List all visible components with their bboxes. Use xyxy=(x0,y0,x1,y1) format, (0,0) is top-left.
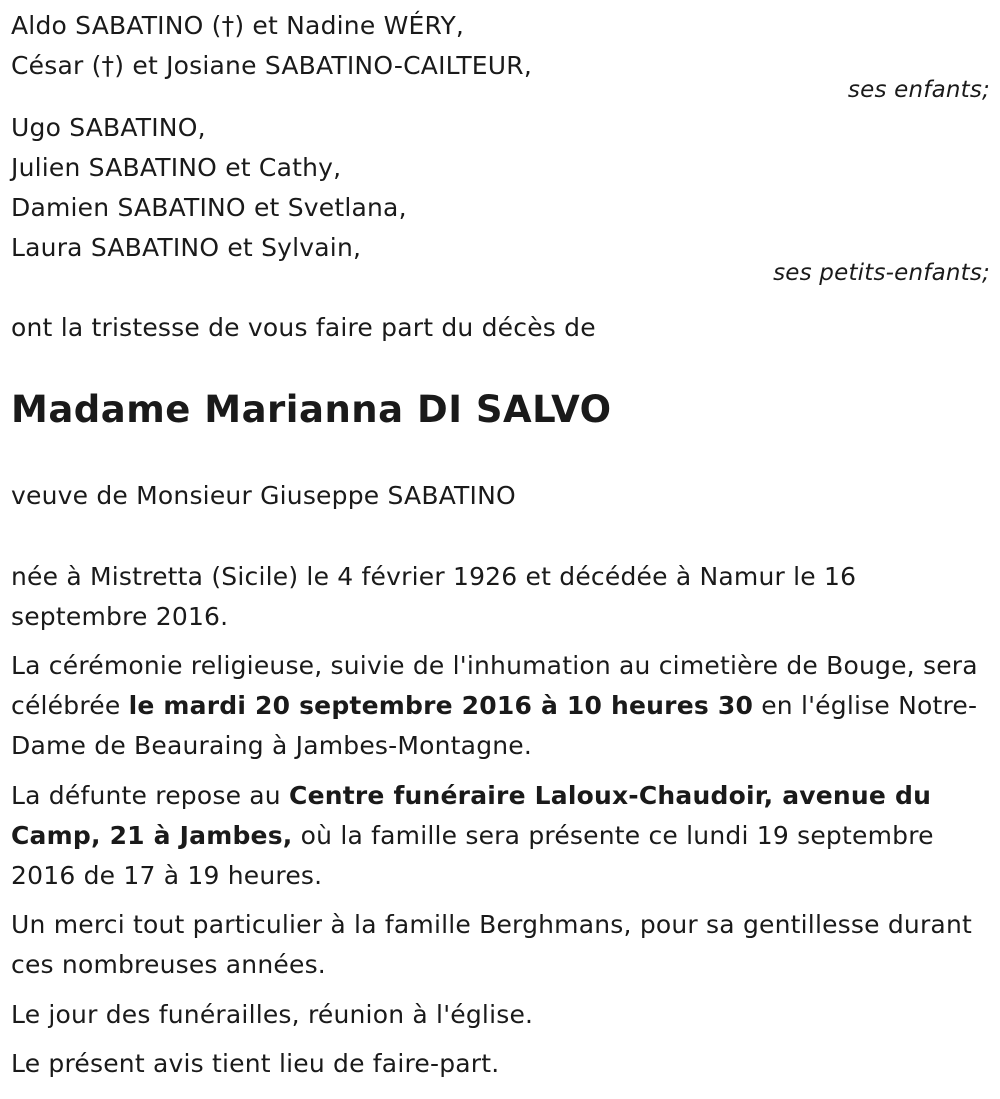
notice-paragraph: Le présent avis tient lieu de faire-part. xyxy=(11,1049,500,1078)
birth-death-paragraph: née à Mistretta (Sicile) le 4 février 1926 et décédée à Namur le 16 septembre 2016. xyxy=(11,562,857,631)
grandchild-line-2: Julien SABATINO et Cathy, xyxy=(11,153,342,182)
deceased-name: Madame Marianna DI SALVO xyxy=(11,388,612,431)
children-label: ses enfants; xyxy=(847,77,990,103)
grandchild-line-4: Laura SABATINO et Sylvain, xyxy=(11,233,362,262)
ceremony-text-after: en l'église Notre-Dame de Beauraing à Jambes-Montagne. xyxy=(11,691,978,760)
visitation-text-after: où la famille sera présente ce lundi 19 septembre 2016 de 17 à 19 heures. xyxy=(11,821,934,890)
children-line-2: César (†) et Josiane SABATINO-CAILTEUR, xyxy=(11,51,533,80)
thanks-paragraph: Un merci tout particulier à la famille Berghmans, pour sa gentillesse durant ces nombreuses années. xyxy=(11,910,973,979)
funeral-center-address: Centre funéraire Laloux-Chaudoir, avenue du Camp, 21 à Jambes, xyxy=(11,781,932,850)
funeral-day-paragraph: Le jour des funérailles, réunion à l'église. xyxy=(11,1000,534,1029)
visitation-paragraph xyxy=(11,776,986,896)
grandchildren-label: ses petits-enfants; xyxy=(773,260,990,286)
ceremony-date-time: le mardi 20 septembre 2016 à 10 heures 30 xyxy=(128,691,754,720)
ceremony-paragraph xyxy=(11,646,986,766)
announcement-text: ont la tristesse de vous faire part du décès de xyxy=(11,313,596,342)
grandchild-line-3: Damien SABATINO et Svetlana, xyxy=(11,193,407,222)
grandchild-line-1: Ugo SABATINO, xyxy=(11,113,206,142)
children-line-1: Aldo SABATINO (†) et Nadine WÉRY, xyxy=(11,11,465,40)
visitation-text-before: La défunte repose au xyxy=(11,781,290,810)
ceremony-text-before: La cérémonie religieuse, suivie de l'inhumation au cimetière de Bouge, sera célébrée xyxy=(11,651,978,720)
widow-of-text: veuve de Monsieur Giuseppe SABATINO xyxy=(11,481,516,510)
